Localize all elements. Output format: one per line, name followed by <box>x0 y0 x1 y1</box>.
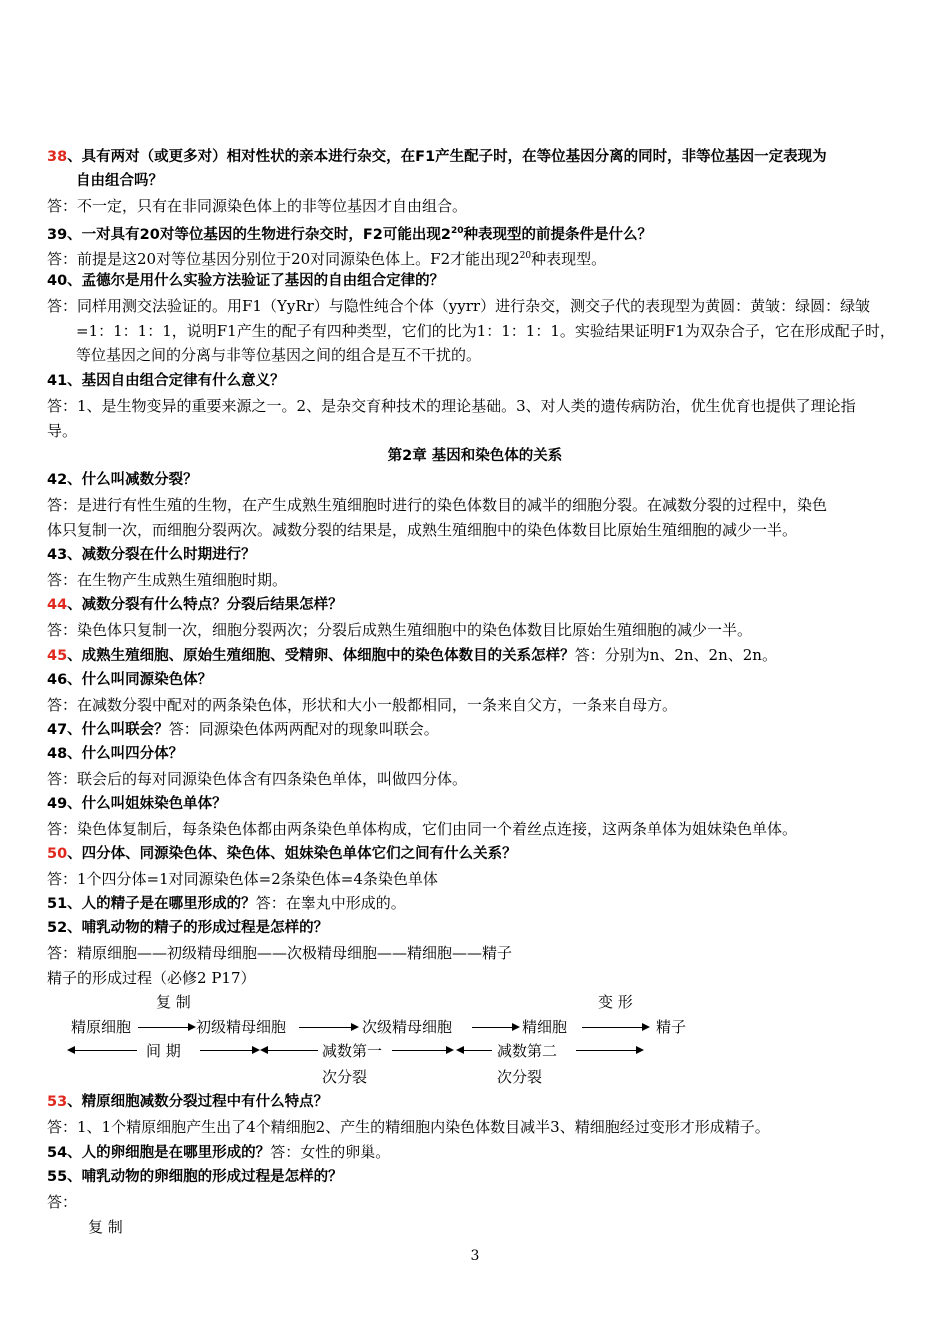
arrow-left <box>458 1050 492 1051</box>
chapter-heading: 第2章 基因和染色体的关系 <box>387 448 563 464</box>
arrow-left <box>69 1050 137 1051</box>
answer-47: 答：同源染色体两两配对的现象叫联会。 <box>168 720 439 738</box>
question-44: 44、减数分裂有什么特点？分裂后结果怎样？ <box>47 597 343 613</box>
answer-50: 答：1个四分体=1对同源染色体=2条染色体=4条染色单体 <box>47 870 438 888</box>
question-48: 48、什么叫四分体？ <box>47 746 184 762</box>
arrow-right <box>582 1027 648 1028</box>
question-number: 38 <box>47 149 68 165</box>
arrow-right <box>138 1027 194 1028</box>
question-47: 47、什么叫联会？答：同源染色体两两配对的现象叫联会。 <box>47 720 439 738</box>
answer-51: 答：在睾丸中形成的。 <box>255 894 406 912</box>
cell-spermatogonium: 精原细胞 <box>71 1018 132 1036</box>
answer-54: 答：女性的卵巢。 <box>270 1143 391 1161</box>
answer-45: 答：分别为n、2n、2n、2n。 <box>574 646 777 664</box>
answer-42-line2: 体只复制一次，而细胞分裂两次。减数分裂的结果是，成熟生殖细胞中的染色体数目比原始生殖细胞的减少一半。 <box>47 521 798 539</box>
label-meiosis2-a: 减数第二 <box>497 1042 558 1060</box>
question-45: 45、成熟生殖细胞、原始生殖细胞、受精卵、体细胞中的染色体数目的关系怎样？答：分别为n、2n、2n、2n。 <box>47 646 777 664</box>
answer-40-line2: =1：1：1：1，说明F1产生的配子有四种类型，它们的比为1：1：1：1。实验结果证明F1为双杂合子，它在形成配子时， <box>76 322 895 340</box>
answer-49: 答：染色体复制后，每条染色体都由两条染色单体构成，它们由同一个着丝点连接，这两条单体为姐妹染色单体。 <box>47 820 798 838</box>
label-copy-bottom: 复 制 <box>88 1218 123 1236</box>
cell-secondary-spermatocyte: 次级精母细胞 <box>362 1018 453 1036</box>
question-55: 55、哺乳动物的卵细胞的形成过程是怎样的？ <box>47 1169 343 1185</box>
question-42: 42、什么叫减数分裂？ <box>47 472 198 488</box>
question-38-line2: 自由组合吗？ <box>76 173 163 189</box>
question-52: 52、哺乳动物的精子的形成过程是怎样的？ <box>47 920 329 936</box>
label-copy: 复 制 <box>156 993 191 1011</box>
question-54: 54、人的卵细胞是在哪里形成的？答：女性的卵巢。 <box>47 1143 391 1161</box>
answer-52: 答：精原细胞——初级精母细胞——次极精母细胞——精细胞——精子 <box>47 944 513 962</box>
arrow-right <box>200 1050 258 1051</box>
answer-48: 答：联会后的每对同源染色体含有四条染色单体，叫做四分体。 <box>47 770 468 788</box>
arrow-right <box>299 1027 357 1028</box>
cell-sperm: 精子 <box>656 1018 687 1036</box>
cell-spermatid: 精细胞 <box>522 1018 568 1036</box>
question-50: 50、四分体、同源染色体、染色体、姐妹染色单体它们之间有什么关系？ <box>47 846 517 862</box>
question-41: 41、基因自由组合定律有什么意义？ <box>47 373 285 389</box>
cell-primary-spermatocyte: 初级精母细胞 <box>196 1018 287 1036</box>
answer-53: 答：1、1个精原细胞产生出了4个精细胞2、产生的精细胞内染色体数目减半3、精细胞经过变形才形成精子。 <box>47 1118 770 1136</box>
question-39: 39、一对具有20对等位基因的生物进行杂交时，F2可能出现$2^{20}$种表现型的前提条件是什么？ <box>47 226 652 243</box>
question-38-line1: 38、具有两对（或更多对）相对性状的亲本进行杂交，在F1产生配子时，在等位基因分离的同时，非等位基因一定表现为 <box>47 149 827 165</box>
question-51: 51、人的精子是在哪里形成的？答：在睾丸中形成的。 <box>47 894 406 912</box>
label-interphase: 间 期 <box>146 1042 181 1060</box>
process-title: 精子的形成过程（必修2 P17） <box>47 969 256 987</box>
label-meiosis1-b: 次分裂 <box>322 1068 368 1086</box>
answer-46: 答：在减数分裂中配对的两条染色体，形状和大小一般都相同，一条来自父方，一条来自母方。 <box>47 696 678 714</box>
answer-39: 答：前提是这20对等位基因分别位于20对同源染色体上。F2才能出现$2^{20}$种表现型。 <box>47 250 607 268</box>
question-number: 50 <box>47 846 68 862</box>
arrow-right <box>576 1050 642 1051</box>
answer-41-line1: 答：1、是生物变异的重要来源之一。2、是杂交育种技术的理论基础。3、对人类的遗传病防治，优生优育也提供了理论指 <box>47 397 856 415</box>
arrow-right <box>472 1027 518 1028</box>
question-number: 44 <box>47 597 68 613</box>
answer-38: 答：不一定，只有在非同源染色体上的非等位基因才自由组合。 <box>47 197 468 215</box>
answer-43: 答：在生物产生成熟生殖细胞时期。 <box>47 571 288 589</box>
question-46: 46、什么叫同源染色体？ <box>47 672 213 688</box>
question-49: 49、什么叫姐妹染色单体？ <box>47 796 227 812</box>
answer-44: 答：染色体只复制一次，细胞分裂两次；分裂后成熟生殖细胞中的染色体数目比原始生殖细胞的减少一半。 <box>47 621 753 639</box>
question-53: 53、精原细胞减数分裂过程中有什么特点？ <box>47 1094 329 1110</box>
answer-40-line3: 等位基因之间的分离与非等位基因之间的组合是互不干扰的。 <box>76 346 482 364</box>
answer-40-line1: 答：同样用测交法验证的。用F1（YyRr）与隐性纯合个体（yyrr）进行杂交，测交子代的表现型为黄圆：黄皱：绿圆：绿皱 <box>47 297 871 315</box>
arrow-right <box>392 1050 452 1051</box>
label-deform: 变 形 <box>598 993 633 1011</box>
answer-42-line1: 答：是进行有性生殖的生物，在产生成熟生殖细胞时进行的染色体数目的减半的细胞分裂。在减数分裂的过程中，染色 <box>47 496 828 514</box>
answer-41-line2: 导。 <box>47 422 78 440</box>
label-meiosis2-b: 次分裂 <box>497 1068 543 1086</box>
question-43: 43、减数分裂在什么时期进行？ <box>47 547 256 563</box>
question-number: 53 <box>47 1094 68 1110</box>
answer-55: 答： <box>47 1193 78 1211</box>
arrow-left <box>262 1050 318 1051</box>
question-number: 45 <box>47 648 68 664</box>
label-meiosis1-a: 减数第一 <box>322 1042 383 1060</box>
question-40: 40、孟德尔是用什么实验方法验证了基因的自由组合定律的？ <box>47 273 445 289</box>
page-number: 3 <box>470 1248 480 1264</box>
